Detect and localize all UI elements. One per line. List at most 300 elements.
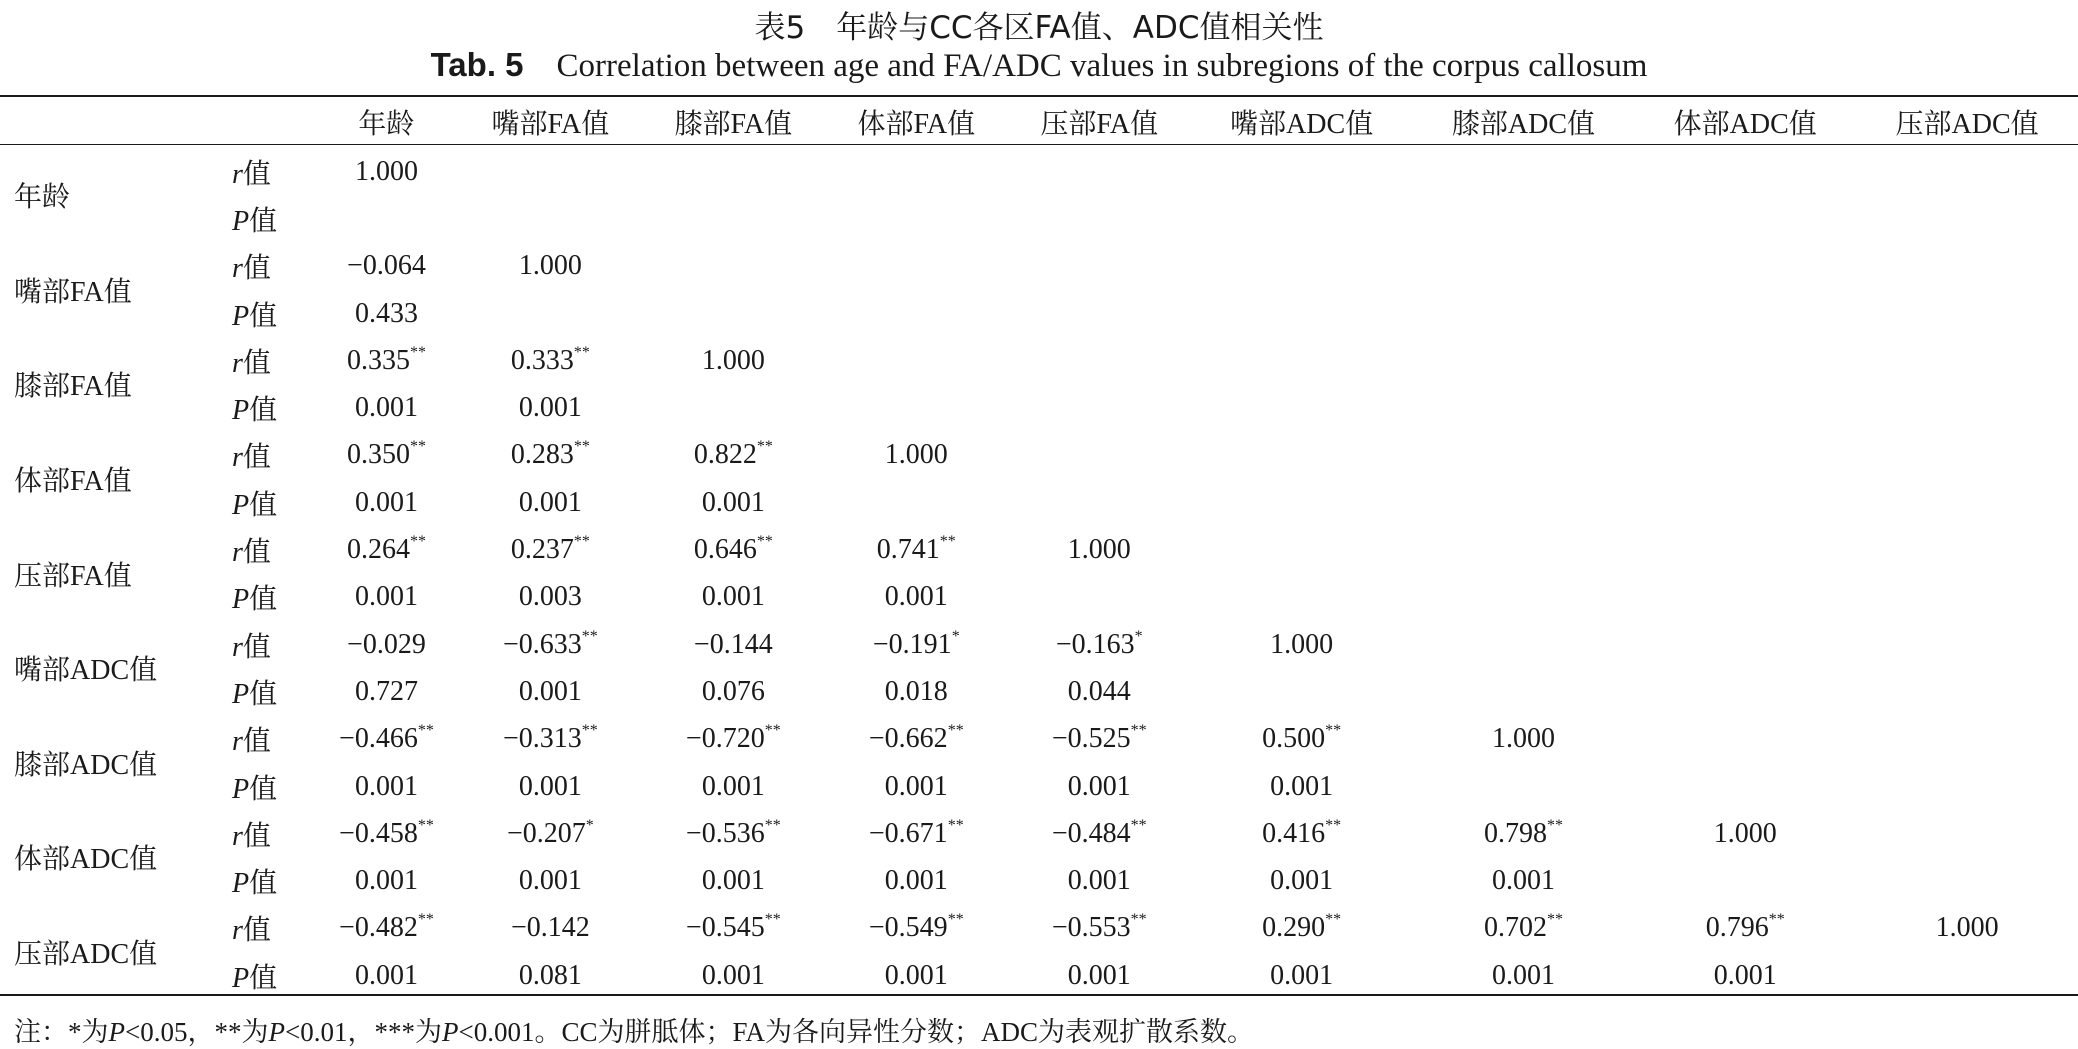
r-value-cell xyxy=(1634,337,1856,384)
note-p-symbol: P xyxy=(268,1017,285,1047)
r-value: −0.029 xyxy=(347,628,426,660)
r-value-cell xyxy=(1856,432,2078,479)
p-value-cell xyxy=(314,857,459,904)
r-value-cell xyxy=(825,432,1008,479)
r-value-cell xyxy=(1413,148,1635,195)
r-value: −0.207 xyxy=(506,817,586,849)
r-value-cell xyxy=(1008,148,1191,195)
table-row xyxy=(0,857,2078,904)
r-label xyxy=(204,810,314,857)
r-value-cell xyxy=(459,148,642,195)
r-value-cell xyxy=(1191,716,1413,763)
r-value-cell xyxy=(1008,526,1191,573)
stat-symbol: P xyxy=(232,868,250,900)
note-text: <0.001。CC为胼胝体；FA为各向异性分数；ADC为表观扩散系数。 xyxy=(458,1017,1254,1047)
stat-symbol: r xyxy=(232,537,243,569)
p-value-cell xyxy=(459,574,642,621)
r-value-cell xyxy=(1191,621,1413,668)
p-value-cell xyxy=(825,574,1008,621)
p-value-cell xyxy=(1191,479,1413,526)
r-value-cell xyxy=(1634,716,1856,763)
r-value-cell xyxy=(1413,810,1635,857)
p-value: 0.001 xyxy=(354,392,418,424)
p-value: 0.001 xyxy=(1713,959,1777,991)
r-value: 1.000 xyxy=(1491,723,1555,755)
r-label xyxy=(204,621,314,668)
p-value-cell xyxy=(1413,290,1635,337)
r-value-cell xyxy=(1191,337,1413,384)
stat-suffix: 值 xyxy=(242,537,271,569)
column-header: 嘴部FA值 xyxy=(491,109,610,140)
correlation-table xyxy=(0,96,2078,999)
p-value-cell xyxy=(1413,857,1635,904)
stat-symbol: P xyxy=(232,584,250,616)
p-value-cell xyxy=(314,574,459,621)
p-value-cell xyxy=(642,857,825,904)
table-row xyxy=(0,574,2078,621)
table-title-text: Correlation between age and FA/ADC values in subregions of the corpus callosum xyxy=(556,48,1648,84)
stat-suffix: 值 xyxy=(249,773,278,805)
stat-suffix: 值 xyxy=(242,158,271,190)
significance-mark: ** xyxy=(939,533,956,551)
p-label xyxy=(204,857,314,904)
p-label xyxy=(204,952,314,999)
p-value-cell xyxy=(642,668,825,715)
r-value: −0.191 xyxy=(872,628,952,660)
r-value-cell xyxy=(825,148,1008,195)
significance-mark: ** xyxy=(756,438,773,456)
p-label xyxy=(204,479,314,526)
table-row xyxy=(0,952,2078,999)
table-row xyxy=(0,716,2078,763)
r-value-cell xyxy=(1856,243,2078,290)
p-value-cell xyxy=(1191,384,1413,431)
stat-symbol: r xyxy=(232,442,243,474)
p-value-cell xyxy=(1634,668,1856,715)
r-value-cell xyxy=(1634,621,1856,668)
stat-symbol: P xyxy=(232,773,250,805)
p-value-cell xyxy=(825,479,1008,526)
r-value-cell xyxy=(459,526,642,573)
p-value-cell xyxy=(1856,195,2078,242)
r-value-cell xyxy=(459,432,642,479)
p-value-cell xyxy=(642,290,825,337)
p-value-cell xyxy=(1008,290,1191,337)
table-row xyxy=(0,668,2078,715)
significance-mark: ** xyxy=(1325,911,1342,929)
p-value-cell xyxy=(314,479,459,526)
p-value-cell xyxy=(642,195,825,242)
p-value: 0.001 xyxy=(518,865,582,897)
r-value-cell xyxy=(314,243,459,290)
r-value-cell xyxy=(642,621,825,668)
row-variable-name: 年龄 xyxy=(14,182,71,214)
r-value: −0.545 xyxy=(685,912,765,944)
p-value-cell xyxy=(1634,574,1856,621)
p-value-cell xyxy=(1634,952,1856,999)
p-value-cell xyxy=(1856,479,2078,526)
r-value: 0.646 xyxy=(693,534,757,566)
significance-mark: ** xyxy=(573,438,590,456)
r-value-cell xyxy=(642,526,825,573)
significance-mark: ** xyxy=(1130,816,1147,834)
stat-suffix: 值 xyxy=(249,678,278,710)
r-value-cell xyxy=(642,905,825,952)
r-value: 1.000 xyxy=(701,344,765,376)
r-value: −0.144 xyxy=(693,628,773,660)
r-value: 1.000 xyxy=(518,250,582,282)
p-value: 0.001 xyxy=(1067,865,1131,897)
r-label xyxy=(204,432,314,479)
r-value-cell xyxy=(1413,432,1635,479)
r-label xyxy=(204,716,314,763)
p-value-cell xyxy=(1008,668,1191,715)
table-row xyxy=(0,905,2078,952)
r-value-cell xyxy=(825,621,1008,668)
stat-symbol: P xyxy=(232,205,250,237)
p-value-cell xyxy=(825,952,1008,999)
r-value: −0.553 xyxy=(1051,912,1131,944)
p-value: 0.001 xyxy=(701,486,765,518)
stat-suffix: 值 xyxy=(249,205,278,237)
row-variable-name: 嘴部ADC值 xyxy=(14,655,158,687)
table-row xyxy=(0,195,2078,242)
p-value: 0.001 xyxy=(701,770,765,802)
stat-symbol: r xyxy=(232,915,243,947)
significance-mark: ** xyxy=(581,627,598,645)
stat-symbol: P xyxy=(232,489,250,521)
r-value: −0.525 xyxy=(1051,723,1131,755)
p-value: 0.001 xyxy=(884,770,948,802)
r-value-cell xyxy=(1856,905,2078,952)
r-value: −0.662 xyxy=(868,723,948,755)
stat-symbol: r xyxy=(232,820,243,852)
stat-suffix: 值 xyxy=(249,584,278,616)
p-value: 0.727 xyxy=(354,675,418,707)
r-value-cell xyxy=(1191,526,1413,573)
stat-symbol: r xyxy=(232,158,243,190)
p-value: 0.081 xyxy=(518,959,582,991)
r-value: 0.335 xyxy=(346,344,410,376)
r-value: −0.536 xyxy=(685,817,765,849)
p-value-cell xyxy=(1634,384,1856,431)
p-value-cell xyxy=(1413,574,1635,621)
table-row xyxy=(0,810,2078,857)
r-value-cell xyxy=(1191,905,1413,952)
p-value-cell xyxy=(1008,479,1191,526)
p-value-cell xyxy=(825,195,1008,242)
r-value-cell xyxy=(1634,243,1856,290)
r-value: 0.822 xyxy=(693,439,757,471)
stat-symbol: P xyxy=(232,962,250,994)
r-value-cell xyxy=(825,526,1008,573)
p-value-cell xyxy=(1008,763,1191,810)
stat-suffix: 值 xyxy=(249,395,278,427)
p-value-cell xyxy=(1191,668,1413,715)
p-value-cell xyxy=(459,857,642,904)
p-value-cell xyxy=(1634,857,1856,904)
significance-mark: ** xyxy=(1325,722,1342,740)
stat-symbol: r xyxy=(232,253,243,285)
p-value-cell xyxy=(1413,479,1635,526)
p-value-cell xyxy=(642,479,825,526)
r-value-cell xyxy=(1856,621,2078,668)
p-label xyxy=(204,195,314,242)
p-value: 0.001 xyxy=(884,959,948,991)
p-value-cell xyxy=(1191,195,1413,242)
p-value-cell xyxy=(1856,668,2078,715)
r-value-cell xyxy=(1413,621,1635,668)
p-value-cell xyxy=(825,763,1008,810)
r-value-cell xyxy=(1413,337,1635,384)
p-value: 0.001 xyxy=(1270,959,1334,991)
r-value-cell xyxy=(642,243,825,290)
p-value: 0.001 xyxy=(354,865,418,897)
p-label xyxy=(204,763,314,810)
r-value-cell xyxy=(314,526,459,573)
p-value-cell xyxy=(1413,952,1635,999)
stat-symbol: P xyxy=(232,300,250,332)
r-value-cell xyxy=(1856,526,2078,573)
table-row xyxy=(0,763,2078,810)
r-value-cell xyxy=(1634,526,1856,573)
p-value-cell xyxy=(1191,857,1413,904)
column-header: 压部FA值 xyxy=(1040,109,1159,140)
p-value: 0.001 xyxy=(1491,865,1555,897)
row-variable-name: 压部ADC值 xyxy=(14,939,158,971)
stat-suffix: 值 xyxy=(249,962,278,994)
r-value-cell xyxy=(825,905,1008,952)
significance-mark: ** xyxy=(947,911,964,929)
p-value-cell xyxy=(314,290,459,337)
p-value-cell xyxy=(1008,857,1191,904)
p-value: 0.001 xyxy=(518,486,582,518)
r-label xyxy=(204,243,314,290)
significance-mark: ** xyxy=(409,533,426,551)
r-value-cell xyxy=(1008,337,1191,384)
table-row xyxy=(0,432,2078,479)
r-value: 0.333 xyxy=(510,344,574,376)
p-value-cell xyxy=(314,384,459,431)
p-value-cell xyxy=(1856,763,2078,810)
r-value-cell xyxy=(459,621,642,668)
p-value-cell xyxy=(1191,290,1413,337)
r-value: −0.466 xyxy=(339,723,418,755)
p-value: 0.001 xyxy=(518,675,582,707)
column-header: 膝部ADC值 xyxy=(1451,109,1595,140)
r-value-cell xyxy=(1634,810,1856,857)
p-value-cell xyxy=(314,952,459,999)
p-value-cell xyxy=(459,763,642,810)
table-footnote xyxy=(14,1010,1254,1049)
significance-mark: ** xyxy=(1546,911,1563,929)
p-value-cell xyxy=(314,195,459,242)
p-value-cell xyxy=(1413,668,1635,715)
significance-mark: ** xyxy=(573,343,590,361)
stat-suffix: 值 xyxy=(242,253,271,285)
p-value-cell xyxy=(825,384,1008,431)
p-value-cell xyxy=(459,384,642,431)
p-label xyxy=(204,290,314,337)
r-value-cell xyxy=(314,905,459,952)
r-value-cell xyxy=(1413,905,1635,952)
r-value: 0.702 xyxy=(1483,912,1547,944)
p-value: 0.001 xyxy=(354,486,418,518)
p-value: 0.001 xyxy=(518,770,582,802)
r-value: 0.741 xyxy=(876,534,940,566)
note-p-symbol: P xyxy=(441,1017,459,1047)
significance-mark: ** xyxy=(417,911,434,929)
row-variable-name: 膝部FA值 xyxy=(14,371,132,403)
r-value-cell xyxy=(1191,810,1413,857)
r-value: −0.163 xyxy=(1055,628,1135,660)
p-value-cell xyxy=(1634,479,1856,526)
row-variable-name: 体部ADC值 xyxy=(14,844,158,876)
significance-mark: * xyxy=(1134,627,1143,645)
p-value: 0.001 xyxy=(1067,959,1131,991)
r-value-cell xyxy=(642,337,825,384)
note-p-symbol: P xyxy=(108,1017,125,1047)
r-value-cell xyxy=(1008,621,1191,668)
r-value-cell xyxy=(1856,810,2078,857)
table-row xyxy=(0,621,2078,668)
p-value-cell xyxy=(825,290,1008,337)
r-value-cell xyxy=(459,810,642,857)
p-value-cell xyxy=(1856,952,2078,999)
r-value-cell xyxy=(314,621,459,668)
p-value-cell xyxy=(1191,763,1413,810)
table-title-en xyxy=(0,46,2078,85)
p-value-cell xyxy=(642,384,825,431)
significance-mark: ** xyxy=(573,533,590,551)
significance-mark: * xyxy=(951,627,960,645)
p-value-cell xyxy=(1856,290,2078,337)
p-value-cell xyxy=(459,952,642,999)
p-value-cell xyxy=(1634,763,1856,810)
r-value-cell xyxy=(459,716,642,763)
r-value-cell xyxy=(825,243,1008,290)
p-value-cell xyxy=(1008,952,1191,999)
r-value-cell xyxy=(1008,432,1191,479)
p-value-cell xyxy=(314,763,459,810)
p-value-cell xyxy=(459,479,642,526)
r-value-cell xyxy=(642,432,825,479)
r-value-cell xyxy=(459,905,642,952)
r-value: 1.000 xyxy=(1713,817,1777,849)
stat-suffix: 值 xyxy=(242,347,271,379)
p-value-cell xyxy=(1634,290,1856,337)
table-title-cn: 表5 年龄与CC各区FA值、ADC值相关性 xyxy=(754,10,1324,46)
table-number: Tab. 5 xyxy=(430,46,524,83)
p-value-cell xyxy=(1008,384,1191,431)
p-value: 0.003 xyxy=(518,581,582,613)
significance-mark: ** xyxy=(409,438,426,456)
r-value: 1.000 xyxy=(1935,912,1999,944)
p-value-cell xyxy=(1191,952,1413,999)
row-variable-name: 压部FA值 xyxy=(14,560,132,592)
significance-mark: ** xyxy=(947,722,964,740)
stat-suffix: 值 xyxy=(242,726,271,758)
r-value: −0.064 xyxy=(347,250,426,282)
significance-mark: ** xyxy=(1768,911,1785,929)
p-value-cell xyxy=(1413,384,1635,431)
r-value-cell xyxy=(1413,716,1635,763)
p-value-cell xyxy=(1008,195,1191,242)
r-label xyxy=(204,526,314,573)
significance-mark: ** xyxy=(581,722,598,740)
r-value-cell xyxy=(1191,243,1413,290)
r-value-cell xyxy=(1413,526,1635,573)
p-value-cell xyxy=(459,195,642,242)
r-value: 0.237 xyxy=(510,534,574,566)
r-label xyxy=(204,905,314,952)
p-value: 0.001 xyxy=(701,865,765,897)
stat-suffix: 值 xyxy=(242,820,271,852)
r-value: −0.482 xyxy=(339,912,418,944)
p-value: 0.001 xyxy=(701,581,765,613)
r-value-cell xyxy=(1413,243,1635,290)
r-value: −0.458 xyxy=(339,817,418,849)
r-value: −0.142 xyxy=(510,912,590,944)
significance-mark: * xyxy=(585,816,594,834)
p-value: 0.001 xyxy=(1067,770,1131,802)
r-value-cell xyxy=(314,337,459,384)
r-value-cell xyxy=(1008,810,1191,857)
r-value-cell xyxy=(825,337,1008,384)
header-blank xyxy=(0,96,204,148)
p-value: 0.001 xyxy=(1270,865,1334,897)
p-value-cell xyxy=(459,290,642,337)
p-value-cell xyxy=(1008,574,1191,621)
significance-mark: ** xyxy=(756,533,773,551)
stat-symbol: P xyxy=(232,678,250,710)
header-blank xyxy=(204,96,314,148)
r-value-cell xyxy=(642,716,825,763)
significance-mark: ** xyxy=(417,722,434,740)
p-value-cell xyxy=(1413,763,1635,810)
table-row xyxy=(0,148,2078,195)
r-value-cell xyxy=(1634,148,1856,195)
significance-mark: ** xyxy=(764,722,781,740)
p-value: 0.001 xyxy=(518,392,582,424)
significance-mark: ** xyxy=(764,911,781,929)
r-value: −0.720 xyxy=(685,723,765,755)
p-value: 0.001 xyxy=(884,865,948,897)
stat-suffix: 值 xyxy=(242,915,271,947)
r-value-cell xyxy=(459,243,642,290)
p-value-cell xyxy=(1856,384,2078,431)
row-variable-name: 膝部ADC值 xyxy=(14,749,158,781)
r-value-cell xyxy=(825,716,1008,763)
p-value: 0.076 xyxy=(701,675,765,707)
significance-mark: ** xyxy=(409,343,426,361)
r-value: 0.796 xyxy=(1705,912,1769,944)
stat-suffix: 值 xyxy=(249,489,278,521)
table-row xyxy=(0,479,2078,526)
row-variable-name: 嘴部FA值 xyxy=(14,276,132,308)
column-header: 嘴部ADC值 xyxy=(1230,109,1374,140)
p-value-cell xyxy=(1856,857,2078,904)
r-value: 0.500 xyxy=(1262,723,1326,755)
r-value: −0.671 xyxy=(868,817,948,849)
r-value: 0.264 xyxy=(346,534,410,566)
note-lead: 注：*为 xyxy=(14,1017,109,1047)
r-value-cell xyxy=(642,810,825,857)
table-body xyxy=(0,148,2078,999)
significance-mark: ** xyxy=(764,816,781,834)
p-value: 0.001 xyxy=(1491,959,1555,991)
r-value-cell xyxy=(1191,148,1413,195)
